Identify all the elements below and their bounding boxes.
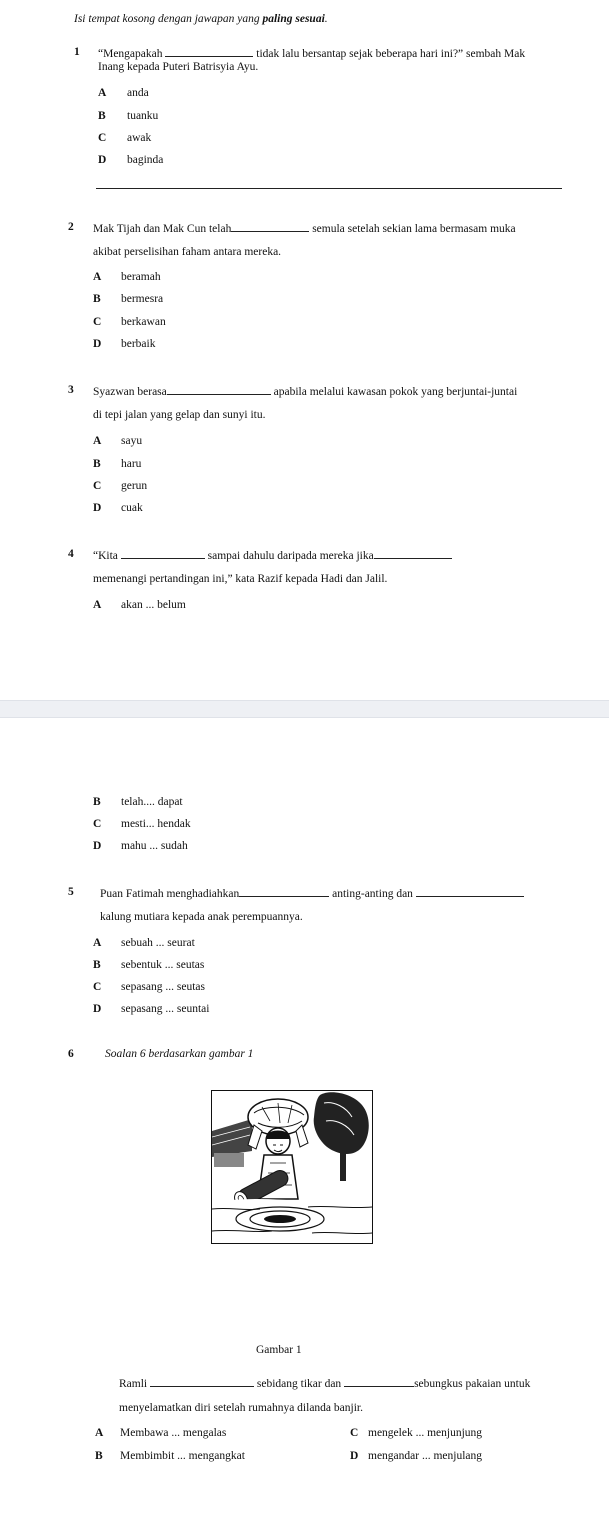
question-text: Mak Tijah dan Mak Cun telah semula setelah sekian lama bermasam muka	[93, 223, 516, 235]
question-text-line2: akibat perselisihan faham antara mereka.	[93, 246, 282, 258]
option-text: beramah	[121, 271, 161, 283]
option-letter: D	[93, 1003, 102, 1015]
option-text: telah.... dapat	[121, 796, 183, 808]
answer-blank	[121, 548, 205, 559]
question-number: 2	[68, 221, 74, 233]
option-text: baginda	[127, 154, 164, 166]
option-text: sayu	[121, 435, 143, 447]
option-letter: B	[95, 1450, 103, 1462]
answer-blank	[167, 384, 271, 395]
question-text-line2: menyelamatkan diri setelah rumahnya dilanda banjir.	[119, 1402, 363, 1414]
option-text: sebuah ... seurat	[121, 937, 195, 949]
option-letter: C	[93, 981, 102, 993]
option-text: berbaik	[121, 338, 156, 350]
option-text: berkawan	[121, 316, 166, 328]
question-number: 1	[74, 46, 80, 58]
option-text: sepasang ... seutas	[121, 981, 205, 993]
question-text-line2: memenangi pertandingan ini,” kata Razif kepada Hadi dan Jalil.	[93, 573, 388, 585]
question-number: 6	[68, 1048, 74, 1060]
answer-blank	[344, 1376, 414, 1387]
option-text: sebentuk ... seutas	[121, 959, 205, 971]
option-letter: A	[93, 271, 102, 283]
question-number: 4	[68, 548, 74, 560]
option-text: akan ... belum	[121, 599, 186, 611]
option-text: haru	[121, 458, 142, 470]
option-letter: A	[98, 87, 107, 99]
option-text: cuak	[121, 502, 143, 514]
question-text-line2: di tepi jalan yang gelap dan sunyi itu.	[93, 409, 266, 421]
question-text: “Mengapakah tidak lalu bersantap sejak beberapa hari ini?” sembah Mak	[98, 48, 526, 60]
answer-blank	[416, 886, 524, 897]
section-divider	[96, 188, 562, 189]
figure-illustration	[211, 1090, 373, 1244]
option-text: Membimbit ... mengangkat	[120, 1450, 245, 1462]
option-letter: C	[93, 316, 102, 328]
answer-blank	[239, 886, 329, 897]
option-letter: D	[93, 840, 102, 852]
option-letter: C	[350, 1427, 359, 1439]
question-text: Puan Fatimah menghadiahkan anting-anting dan	[100, 886, 524, 900]
instruction-text: Isi tempat kosong dengan jawapan yang	[74, 13, 263, 25]
question-text: “Kita sampai dahulu daripada mereka jika	[93, 548, 452, 562]
question-intro: Soalan 6 berdasarkan gambar 1	[105, 1048, 254, 1060]
question-text: Ramli sebidang tikar dan sebungkus pakaian untuk	[119, 1378, 531, 1390]
option-letter: A	[93, 435, 102, 447]
option-text: tuanku	[127, 110, 159, 122]
option-letter: B	[93, 959, 101, 971]
option-text: sepasang ... seuntai	[121, 1003, 210, 1015]
option-letter: B	[98, 110, 106, 122]
answer-blank	[150, 1376, 254, 1387]
question-text-line2: Inang kepada Puteri Batrisyia Ayu.	[98, 61, 259, 73]
option-letter: B	[93, 293, 101, 305]
option-text: gerun	[121, 480, 148, 492]
instruction-suffix: .	[324, 13, 328, 25]
instruction-emphasis: paling sesuai	[262, 13, 325, 25]
answer-blank	[165, 46, 253, 57]
option-letter: A	[93, 937, 102, 949]
answer-blank	[231, 221, 309, 232]
option-text: mengandar ... menjulang	[368, 1450, 483, 1462]
option-letter: B	[93, 796, 101, 808]
option-letter: A	[95, 1427, 104, 1439]
option-text: mengelek ... menjunjung	[368, 1427, 483, 1439]
option-letter: B	[93, 458, 101, 470]
option-letter: D	[93, 338, 102, 350]
answer-blank	[374, 548, 452, 559]
question-number: 3	[68, 384, 74, 396]
question-text-line2: kalung mutiara kepada anak perempuannya.	[100, 911, 303, 923]
option-letter: D	[98, 154, 107, 166]
option-text: awak	[127, 132, 152, 144]
page-break	[0, 700, 609, 718]
option-text: bermesra	[121, 293, 164, 305]
option-text: mahu ... sudah	[121, 840, 188, 852]
option-text: anda	[127, 87, 149, 99]
question-number: 5	[68, 886, 74, 898]
question-text: Syazwan berasa apabila melalui kawasan pokok yang berjuntai-juntai	[93, 386, 518, 398]
option-letter: D	[93, 502, 102, 514]
instruction	[74, 13, 328, 25]
option-letter: A	[93, 599, 102, 611]
option-letter: C	[93, 818, 102, 830]
option-letter: D	[350, 1450, 359, 1462]
option-text: mesti... hendak	[121, 818, 191, 830]
option-letter: C	[98, 132, 107, 144]
flood-illustration	[212, 1091, 372, 1243]
option-letter: C	[93, 480, 102, 492]
option-text: Membawa ... mengalas	[120, 1427, 227, 1439]
figure-caption: Gambar 1	[256, 1344, 302, 1356]
